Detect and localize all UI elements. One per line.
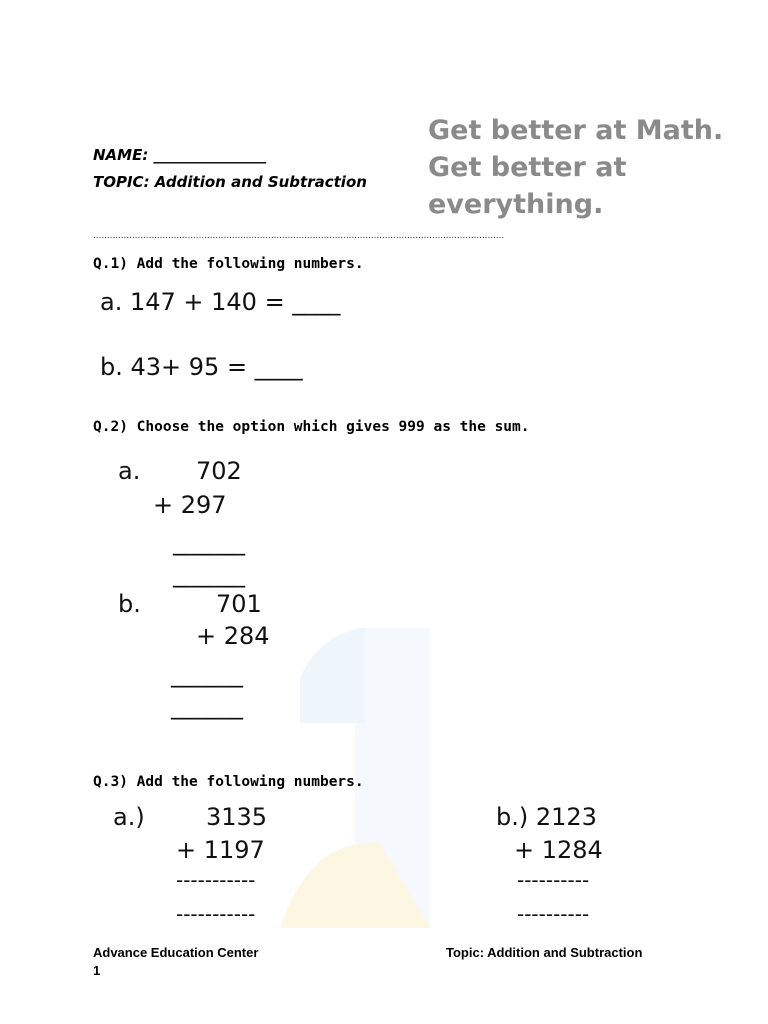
q3-prompt: Q.3) Add the following numbers.: [93, 774, 364, 790]
slogan: [428, 112, 723, 223]
q2-a-label: a.: [118, 457, 141, 485]
q2-b-answer-line-2: ______: [171, 692, 243, 720]
q2-b-label: b.: [118, 590, 141, 618]
q1-b-equation: b. 43+ 95 = ____: [100, 353, 303, 381]
q3-a-answer-line-2: -----------: [176, 902, 256, 926]
q2-b-bottom-number: + 284: [196, 622, 270, 650]
q3-a-bottom-number: + 1197: [176, 836, 265, 864]
q2-b-answer-line-1: ______: [171, 660, 243, 688]
q3-b-bottom-number: + 1284: [514, 836, 603, 864]
q2-a-answer-line-2: ______: [173, 560, 245, 588]
slogan-line-2: Get better at: [428, 152, 627, 183]
q2-b-top-number: 701: [216, 590, 262, 618]
q3-a-top-number: 3135: [206, 803, 268, 831]
slogan-line-1: Get better at Math.: [428, 115, 724, 146]
q3-a-answer-line-1: -----------: [176, 868, 256, 892]
name-field: NAME: _______________: [93, 146, 267, 164]
q3-b-answer-line-1: ----------: [517, 868, 590, 892]
slogan-line-3: everything.: [428, 189, 604, 220]
q3-b-label-and-top: b.) 2123: [496, 803, 597, 831]
q3-a-label: a.): [113, 803, 145, 831]
page-number: 1: [93, 963, 101, 978]
q1-a-equation: a. 147 + 140 = ____: [100, 288, 341, 316]
topic-label: TOPIC: Addition and Subtraction: [93, 173, 367, 191]
q1-prompt: Q.1) Add the following numbers.: [93, 256, 364, 272]
q2-prompt: Q.2) Choose the option which gives 999 as the sum.: [93, 419, 530, 435]
q2-a-bottom-number: + 297: [153, 491, 227, 519]
footer-organization: Advance Education Center: [93, 945, 259, 960]
q2-a-top-number: 702: [196, 457, 242, 485]
divider-dotted: ....................................................................................................................................................: [93, 230, 505, 241]
q2-a-answer-line-1: ______: [173, 528, 245, 556]
footer-topic: Topic: Addition and Subtraction: [446, 945, 643, 960]
q3-b-answer-line-2: ----------: [517, 902, 590, 926]
